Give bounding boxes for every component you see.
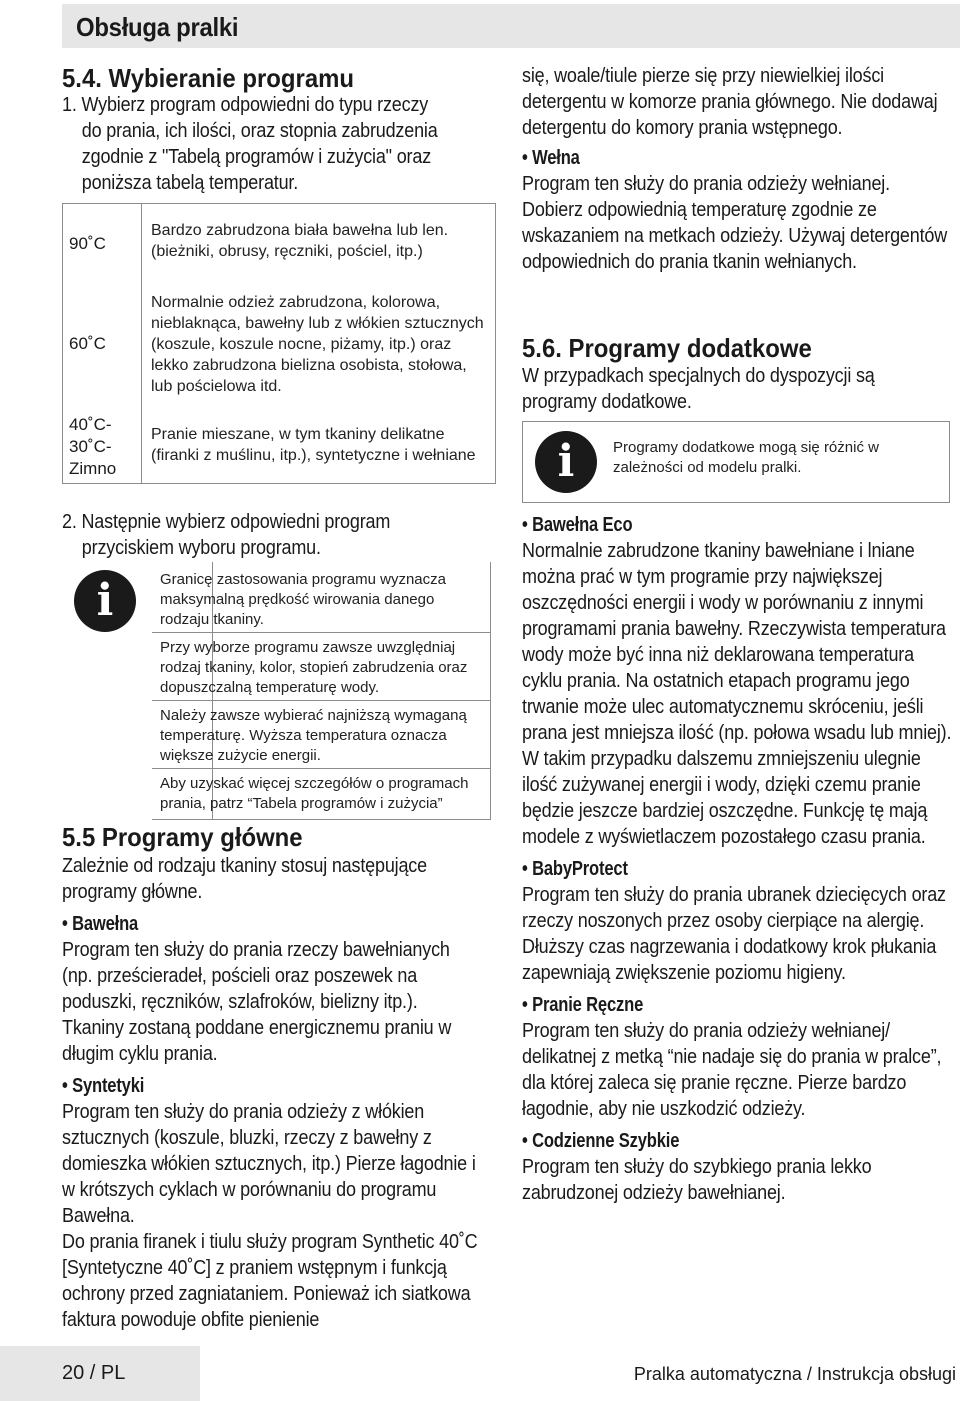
temp-line: Zimno <box>69 459 117 478</box>
temp-line: 30˚C- <box>69 437 112 456</box>
step-1-line: do prania, ich ilości, oraz stopnia zabrudzenia <box>81 120 438 142</box>
step-2-line: 2. Następnie wybierz odpowiedni program <box>62 511 391 533</box>
temperature-table <box>62 203 496 484</box>
section-heading: 5.4. Wybieranie programu <box>62 63 355 93</box>
page-number: 20 / PL <box>62 1362 126 1384</box>
temp-desc-90: Bardzo zabrudzona biała bawełna lub len. (bieżniki, obrusy, ręczniki, pościel, itp.) <box>151 222 449 260</box>
temp-90: 90˚C <box>69 234 106 253</box>
notes-bottom-border <box>152 819 491 820</box>
program-title: • Bawełna <box>62 913 139 935</box>
notes-border <box>490 562 491 820</box>
section-5-6-intro <box>522 363 950 415</box>
section-heading: 5.5 Programy główne <box>62 822 303 852</box>
program-description: Do prania firanek i tiulu służy program Synthetic 40˚C [Syntetyczne 40˚C] z praniem wstępnym i funkcją ochrony przed zagniataniem. Ponieważ ich siatkowa faktura powoduje obfite pienienie <box>62 1231 478 1331</box>
program-title: • Syntetyki <box>62 1075 145 1097</box>
step-1-line: poniższa tabelą temperatur. <box>81 172 299 194</box>
note-text: Aby uzyskać więcej szczegółów o programach prania, patrz “Tabela programów i zużycia” <box>160 775 469 812</box>
note-text: Programy dodatkowe mogą się różnić w zależności od modelu pralki. <box>613 439 879 476</box>
program-description: Normalnie zabrudzone tkaniny bawełniane i lniane można prać w tym programie przy największej oszczędności energii i wody w porównaniu z innymi programami prania bawełny. Rzeczywista temperatura wody może być inna niż deklarowana temperatura cyklu prania. Na ostatnich etapach programu jego trwanie może ulec automatycznemu skróceniu, jeśli prana jest mniejsza ilość (np. połowa wsadu lub mniej). W takim przypadku dalszemu zmniejszeniu ulegnie ilość zużywanej energii i wody, dzięki czemu pranie będzie jeszcze bardziej oszczędne. Funkcję tę mają modele z wyświetlaczem pozostałego czasu prania. <box>522 540 952 848</box>
program-description: Program ten służy do prania odzieży wełnianej/ delikatnej z metką “nie nadaje się do prania w pralce”, dla której zaleca się pranie ręczne. Pierze bardzo łagodnie, aby nie uszkodzić odzieży. <box>522 1020 942 1120</box>
section-5-6 <box>522 333 952 363</box>
section-intro: W przypadkach specjalnych do dyspozycji są programy dodatkowe. <box>522 365 875 413</box>
document-title: Pralka automatyczna / Instrukcja obsługi <box>633 1364 956 1384</box>
program-title: • Bawełna Eco <box>522 514 633 536</box>
section-5-4 <box>62 63 502 93</box>
notes-box <box>62 562 492 820</box>
note-text: Granicę zastosowania programu wyznacza maksymalną prędkość wirowania danego rodzaju tkaniny. <box>160 571 446 628</box>
step-1-line: zgodnie z "Tabelą programów i zużycia" oraz <box>81 146 432 168</box>
note-separator <box>152 768 490 769</box>
info-icon: i <box>74 570 136 632</box>
section-5-5 <box>62 822 502 852</box>
note-separator <box>152 700 490 701</box>
additional-programs-note <box>522 421 950 503</box>
page-title: Obsługa pralki <box>76 12 239 42</box>
temp-line: 40˚C- <box>69 415 112 434</box>
continued-text: się, woale/tiule pierze się przy niewielkiej ilości detergentu w komorze prania głównego. Nie dodawaj detergentu do komory prania wstępnego. <box>522 65 938 139</box>
step-2-line: przyciskiem wyboru programu. <box>81 537 321 559</box>
section-heading: 5.6. Programy dodatkowe <box>522 333 812 363</box>
program-title: • BabyProtect <box>522 858 628 880</box>
step-1-line: 1. Wybierz program odpowiedni do typu rzeczy <box>62 94 429 116</box>
program-title: • Pranie Ręczne <box>522 994 644 1016</box>
right-column-top <box>522 63 950 275</box>
program-description: Program ten służy do prania odzieży z włókien sztucznych (koszule, bluzki, rzeczy z bawełny z domieszka włókien sztucznych, itp.) Pierze łagodnie i w krótszych cyklach w porównaniu do programu Bawełna. <box>62 1101 476 1227</box>
temp-desc-60: Normalnie odzież zabrudzona, kolorowa, nieblaknąca, bawełny lub z włókien sztucznych (koszule, koszule nocne, piżamy, itp.) oraz lekko zabrudzona bielizna osobista, stołowa, lub pościelowa itd. <box>151 294 484 395</box>
program-title: • Codzienne Szybkie <box>522 1130 680 1152</box>
step-1 <box>62 92 494 196</box>
program-description: Program ten służy do szybkiego prania lekko zabrudzonej odzieży bawełnianej. <box>522 1156 872 1204</box>
info-icon: i <box>535 431 597 493</box>
temp-60: 60˚C <box>69 334 106 353</box>
program-title: • Wełna <box>522 147 580 169</box>
temp-40-30-cold <box>69 414 116 480</box>
step-2 <box>62 509 494 561</box>
note-text: Przy wyborze programu zawsze uwzględniaj rodzaj tkaniny, kolor, stopień zabrudzenia oraz dopuszczalną temperaturę wody. <box>160 639 468 696</box>
section-intro: Zależnie od rodzaju tkaniny stosuj następujące programy główne. <box>62 855 427 903</box>
program-description: Program ten służy do prania odzieży wełnianej. Dobierz odpowiednią temperaturę zgodnie ze wskazaniem na metkach odzieży. Używaj detergentów odpowiednich do prania tkanin wełnianych. <box>522 173 948 273</box>
section-5-6-programs <box>522 512 954 1206</box>
program-description: Program ten służy do prania ubranek dziecięcych oraz rzeczy noszonych przez osoby cierpiące na alergię. Dłuższy czas nagrzewania i dodatkowy krok płukania zapewniają zwiększenie poziomu higieny. <box>522 884 946 984</box>
note-text: Należy zawsze wybierać najniższą wymaganą temperaturę. Wyższa temperatura oznacza większe zużycie energii. <box>160 707 467 764</box>
note-separator <box>152 632 490 633</box>
program-description: Program ten służy do prania rzeczy bawełnianych (np. prześcieradeł, pościeli oraz poszewek na poduszki, ręczników, szlafroków, bielizny itp.). Tkaniny zostaną poddane energicznemu praniu w długim cyklu prania. <box>62 939 452 1065</box>
section-5-5-body <box>62 853 483 1333</box>
temp-desc-mixed: Pranie mieszane, w tym tkaniny delikatne (firanki z muślinu, itp.), syntetyczne i wełniane <box>151 426 476 464</box>
